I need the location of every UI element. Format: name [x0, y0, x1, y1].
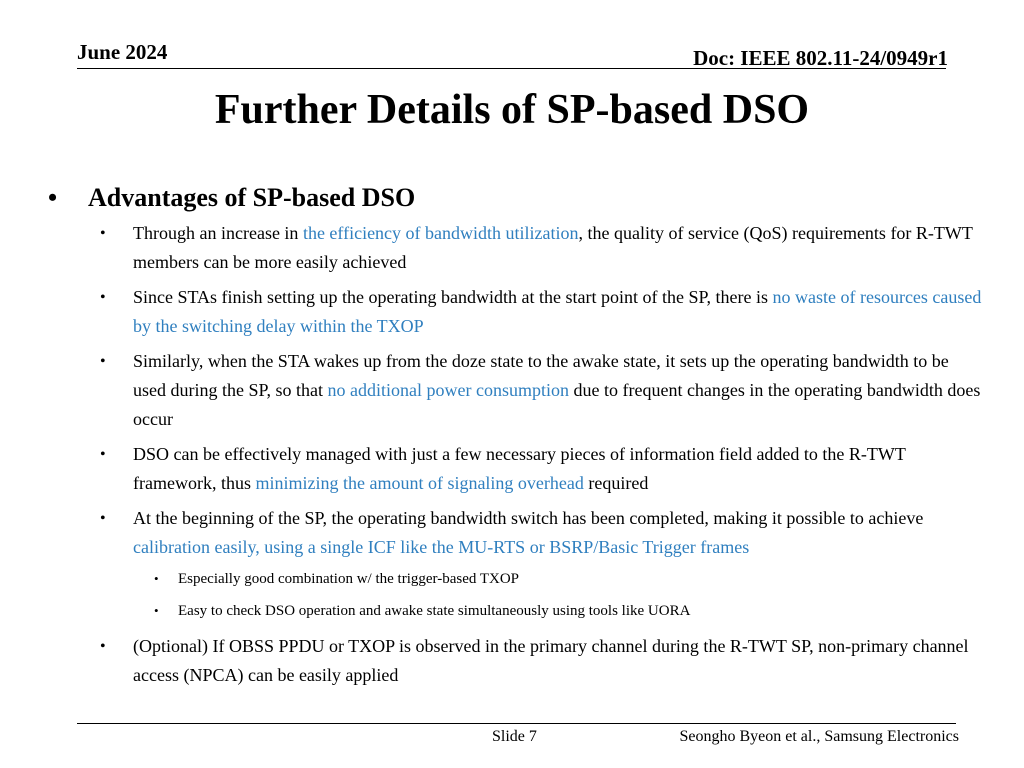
bullet-dot: •	[100, 638, 106, 655]
header-rule	[77, 68, 946, 69]
item-text: required	[583, 473, 649, 493]
item-text: Similarly, when the STA wakes up from the doze state to the awake state, it sets up the operating bandwidth to be used during the SP, so that	[133, 351, 949, 400]
item-highlight: calibration easily, using a single ICF like the MU-RTS or BSRP/Basic Trigger frames	[133, 537, 750, 557]
footer-rule	[77, 723, 956, 724]
item-text: (Optional) If OBSS PPDU or TXOP is observed in the primary channel during the R-TWT SP, non-primary channel access (NPCA) can be easily applied	[133, 636, 969, 685]
bullet-dot: •	[100, 225, 106, 242]
item-text: At the beginning of the SP, the operating bandwidth switch has been completed, making it possible to achieve	[133, 508, 924, 528]
bullet-dot: •	[154, 571, 159, 586]
header-doc-id: Doc: IEEE 802.11-24/0949r1	[693, 46, 948, 70]
slide-number: Slide 7	[492, 728, 537, 745]
item-highlight: no additional power consumption	[327, 380, 569, 400]
bullet-dot: •	[154, 603, 159, 618]
item-highlight: no waste of resources caused by the switching delay within the TXOP	[133, 287, 982, 336]
item-highlight: the efficiency of bandwidth utilization	[302, 223, 579, 243]
list-item	[44, 504, 984, 562]
item-text: Since STAs finish setting up the operating bandwidth at the start point of the SP, there is	[133, 287, 773, 307]
header-date: June 2024	[77, 40, 168, 64]
list-item	[44, 632, 984, 690]
slide-title: Further Details of SP-based DSO	[214, 87, 810, 133]
bullet-dot: •	[100, 446, 106, 463]
section-heading: Advantages of SP-based DSO	[88, 183, 416, 212]
slide-content	[44, 183, 984, 696]
bullet-dot: •	[48, 183, 58, 212]
item-text: Through an increase in	[133, 223, 303, 243]
sub-item-text: Especially good combination w/ the trigger-based TXOP	[178, 571, 520, 587]
sub-item-text: Easy to check DSO operation and awake state simultaneously using tools like UORA	[178, 603, 691, 619]
list-item	[44, 347, 984, 434]
item-text: , the quality of service (QoS) requirements for R-TWT members can be more easily achieved	[133, 223, 973, 272]
item-highlight: minimizing the amount of signaling overhead	[255, 473, 584, 493]
bullet-dot: •	[100, 510, 106, 527]
list-item	[44, 283, 984, 341]
footer-author: Seongho Byeon et al., Samsung Electronics	[679, 728, 959, 745]
bullet-dot: •	[100, 353, 106, 370]
bullet-dot: •	[100, 289, 106, 306]
list-item	[44, 219, 984, 277]
sub-list-item	[44, 568, 984, 590]
item-text: DSO can be effectively managed with just a few necessary pieces of information field added to the R-TWT framework, thus	[133, 444, 906, 493]
item-text: due to frequent changes in the operating bandwidth does occur	[133, 380, 981, 429]
sub-list-item	[44, 600, 984, 622]
section-bullet	[44, 183, 984, 213]
list-item	[44, 440, 984, 498]
